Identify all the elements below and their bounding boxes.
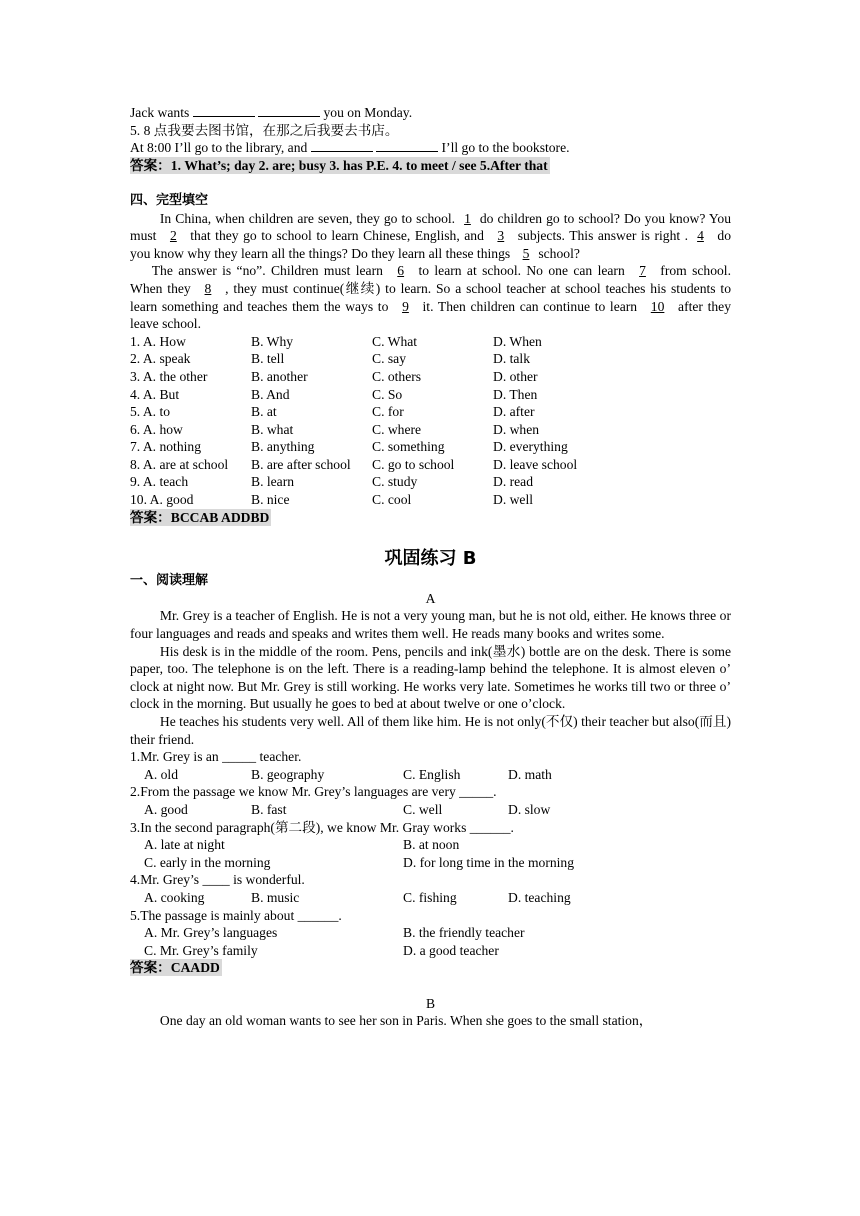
cloze-blank-number: 4: [697, 228, 704, 244]
passage-a: [130, 607, 731, 748]
option-row: [130, 333, 731, 351]
question-stem: 4.Mr. Grey’s ____ is wonderful.: [130, 872, 305, 888]
question-choice: C. early in the morning: [144, 854, 271, 870]
question-choice: A. Mr. Grey’s languages: [144, 925, 278, 941]
option-choice: C. study: [372, 474, 418, 490]
question-options: [130, 801, 731, 819]
option-choice: B. nice: [251, 492, 290, 508]
option-choice: B. Why: [251, 333, 294, 349]
question-stem: 5.The passage is mainly about ______.: [130, 907, 342, 923]
reading-heading: 一、阅读理解: [130, 573, 209, 589]
passage-paragraph: His desk is in the middle of the room. Pens, pencils and ink(墨水) bottle are on the desk. There is some paper, too. The telephone is on the left. There is a reading-lamp behind the telephone. It is almost eleven o’ clock at night now. But Mr. Grey is still working. He works very late. Sometimes he works till two or three o’ clock in the morning. But usually he goes to bed at about twelve or one o’clock.: [130, 643, 731, 712]
option-choice: 7. A. nothing: [130, 439, 201, 455]
option-row: [130, 456, 731, 474]
passage-b: One day an old woman wants to see her son in Paris. When she goes to the small station，: [159, 1013, 653, 1029]
option-choice: B. And: [251, 386, 290, 402]
answer-line-1: 答案：1. What’s; day 2. are; busy 3. has P.E. 4. to meet / see 5.After that: [130, 157, 548, 173]
option-choice: C. something: [372, 439, 445, 455]
passage-b-label: B: [425, 995, 436, 1011]
cloze-heading: 四、完型填空: [130, 192, 209, 208]
question-choice: D. slow: [508, 801, 551, 817]
option-row: [130, 473, 731, 491]
option-choice: 6. A. how: [130, 421, 183, 437]
question-choice: B. at noon: [403, 837, 460, 853]
option-choice: C. for: [372, 404, 404, 420]
option-choice: C. others: [372, 368, 422, 384]
option-choice: C. where: [372, 421, 422, 437]
question-choice: B. music: [251, 889, 300, 905]
option-row: [130, 386, 731, 404]
cloze-text: The answer is “no”. Children must learn: [151, 263, 389, 279]
option-choice: C. cool: [372, 492, 412, 508]
question-choice: A. late at night: [144, 837, 225, 853]
question-choice: C. English: [403, 766, 461, 782]
question-stem: 2.From the passage we know Mr. Grey’s languages are very _____.: [130, 784, 497, 800]
cloze-blank-number: 1: [464, 210, 471, 226]
cloze-paragraph-2: [130, 262, 731, 332]
option-choice: 3. A. the other: [130, 368, 208, 384]
question-stem: 1.Mr. Grey is an _____ teacher.: [130, 749, 302, 765]
cloze-paragraph-1: [130, 210, 731, 263]
question-choice: C. well: [403, 801, 443, 817]
cloze-blank-number: 6: [397, 263, 405, 279]
cloze-options: [130, 333, 731, 509]
fill-line-library: At 8:00 I’ll go to the library, and I’ll go to the bookstore.: [130, 140, 570, 156]
option-choice: C. say: [372, 351, 406, 367]
cloze-text: do children go to school? Do you know? You must: [130, 210, 731, 244]
cloze-text: school?: [538, 245, 580, 261]
question-options: [130, 942, 731, 960]
cloze-blank-number: 9: [402, 298, 409, 314]
cloze-text: after they leave school.: [130, 298, 732, 332]
cloze-blank-number: 3: [497, 228, 505, 244]
passage-paragraph: He teaches his students very well. All of them like him. He is not only(不仅) their teacher but also(而且) their friend.: [130, 714, 731, 747]
option-row: [130, 438, 731, 456]
option-choice: B. at: [251, 404, 277, 420]
question-choice: D. teaching: [508, 889, 571, 905]
passage-a-label: A: [425, 590, 436, 606]
option-choice: D. leave school: [493, 456, 578, 472]
option-choice: 10. A. good: [130, 492, 194, 508]
question-choice: A. good: [144, 801, 188, 817]
option-choice: 5. A. to: [130, 404, 171, 420]
question-options: [130, 924, 731, 942]
reading-questions: [130, 748, 731, 959]
question-stem: 3.In the second paragraph(第二段), we know Mr. Gray works ______.: [130, 819, 514, 835]
cloze-text: from school. When they: [130, 263, 731, 296]
option-row: [130, 350, 731, 368]
answer-line-3: 答案：CAADD: [130, 960, 220, 976]
option-choice: 2. A. speak: [130, 351, 191, 367]
option-row: [130, 368, 731, 386]
question-choice: D. for long time in the morning: [403, 854, 575, 870]
section-b-title: 巩固练习 B: [384, 548, 477, 570]
cloze-blank-number: 2: [169, 228, 177, 244]
option-choice: D. well: [493, 492, 534, 508]
question-choice: A. old: [144, 766, 178, 782]
document-page: [130, 104, 731, 1030]
option-choice: D. when: [493, 421, 540, 437]
option-choice: B. tell: [251, 351, 285, 367]
option-row: [130, 421, 731, 439]
option-choice: C. go to school: [372, 456, 455, 472]
option-row: [130, 491, 731, 509]
option-choice: D. everything: [493, 439, 568, 455]
option-choice: B. another: [251, 368, 308, 384]
option-choice: D. after: [493, 404, 535, 420]
cloze-text: do you know why they learn all the things? Do they learn all these things: [130, 228, 732, 261]
option-choice: C. So: [372, 386, 403, 402]
option-choice: D. When: [493, 333, 542, 349]
question-options: [130, 766, 731, 784]
option-choice: 9. A. teach: [130, 474, 189, 490]
option-choice: D. read: [493, 474, 534, 490]
question-choice: A. cooking: [144, 889, 205, 905]
cloze-text: that they go to school to learn Chinese, English, and: [185, 228, 489, 244]
cloze-blank-number: 8: [204, 280, 212, 296]
option-choice: B. what: [251, 421, 294, 437]
question-options: [130, 854, 731, 872]
cloze-text: to learn at school. No one can learn: [413, 263, 631, 279]
option-choice: B. learn: [251, 474, 295, 490]
option-choice: D. talk: [493, 351, 530, 367]
option-choice: B. anything: [251, 439, 315, 455]
cloze-text: In China, when children are seven, they go to school.: [159, 210, 456, 226]
option-choice: D. Then: [493, 386, 538, 402]
question-choice: C. Mr. Grey’s family: [144, 942, 258, 958]
question-choice: B. fast: [251, 801, 287, 817]
cloze-blank-number: 10: [650, 298, 665, 314]
question-choice: D. a good teacher: [403, 942, 499, 958]
fill-line-jack: Jack wants you on Monday.: [130, 105, 413, 120]
cloze-blank-number: 5: [522, 245, 530, 261]
option-choice: D. other: [493, 368, 538, 384]
cloze-text: , they must continue(继续) to learn. So a school teacher at school teaches his students to learn something and teaches them the ways to: [130, 280, 731, 314]
option-choice: 4. A. But: [130, 386, 180, 402]
option-choice: 1. A. How: [130, 333, 186, 349]
question-choice: B. the friendly teacher: [403, 925, 525, 941]
passage-paragraph: Mr. Grey is a teacher of English. He is not a very young man, but he is not old, either. He knows three or four languages and reads and speaks and writes them well. He reads many books and writes some.: [130, 608, 731, 642]
cloze-blank-number: 7: [639, 263, 646, 279]
cloze-text: subjects. This answer is right .: [513, 228, 689, 244]
option-row: [130, 403, 731, 421]
answer-line-2: 答案：BCCAB ADDBD: [130, 509, 270, 525]
option-choice: B. are after school: [251, 456, 351, 472]
cloze-text: it. Then children can continue to learn: [417, 298, 642, 314]
question-options: [130, 889, 731, 907]
question-5-chinese: 5. 8 点我要去图书馆，在那之后我要去书店。: [130, 122, 399, 138]
question-choice: C. fishing: [403, 889, 457, 905]
question-choice: B. geography: [251, 766, 325, 782]
question-choice: D. math: [508, 766, 552, 782]
option-choice: 8. A. are at school: [130, 456, 229, 472]
option-choice: C. What: [372, 333, 418, 349]
question-options: [130, 836, 731, 854]
